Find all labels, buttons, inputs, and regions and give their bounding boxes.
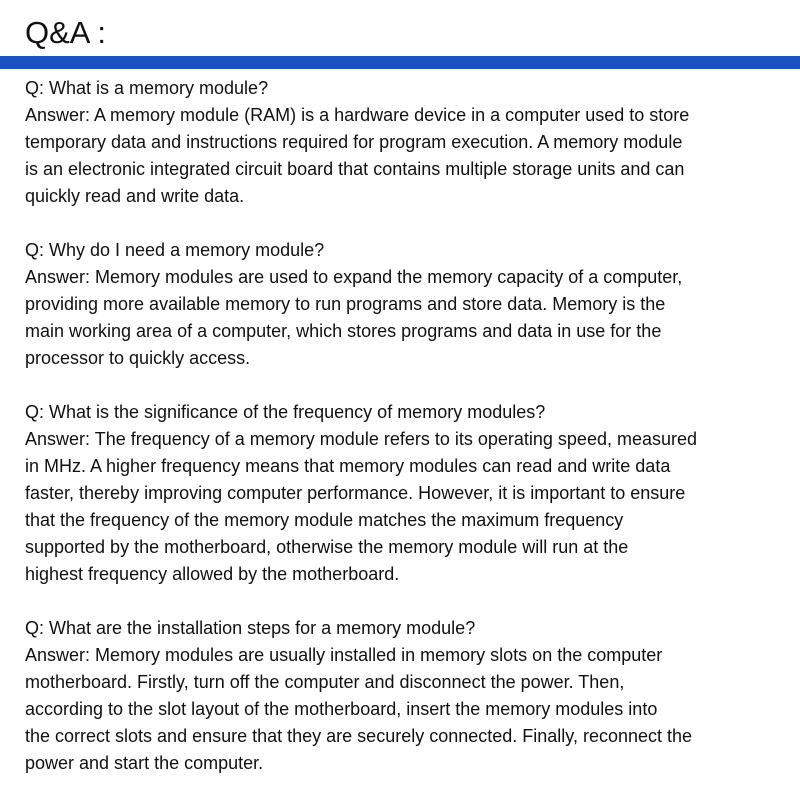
answer-line: main working area of a computer, which stores programs and data in use for the <box>25 321 662 341</box>
answer-line: Answer: Memory modules are used to expand the memory capacity of a computer, <box>25 267 683 287</box>
answer-line: power and start the computer. <box>25 753 264 773</box>
page-title: Q&A : <box>25 15 106 50</box>
answer-line: highest frequency allowed by the motherboard. <box>25 564 400 584</box>
answer-line: motherboard. Firstly, turn off the computer and disconnect the power. Then, <box>25 672 625 692</box>
question-text: Q: What is a memory module? <box>25 78 269 98</box>
answer-line: the correct slots and ensure that they are securely connected. Finally, reconnect the <box>25 726 693 746</box>
answer-line: is an electronic integrated circuit board that contains multiple storage units and can <box>25 159 685 179</box>
answer-line: in MHz. A higher frequency means that memory modules can read and write data <box>25 456 671 476</box>
question-text: Q: Why do I need a memory module? <box>25 240 325 260</box>
answer-line: quickly read and write data. <box>25 186 245 206</box>
answer-line: that the frequency of the memory module matches the maximum frequency <box>25 510 624 530</box>
qa-list <box>25 75 795 804</box>
header-divider-bar <box>0 56 800 69</box>
qa-item <box>25 399 795 588</box>
answer-line: according to the slot layout of the motherboard, insert the memory modules into <box>25 699 658 719</box>
answer-line: providing more available memory to run programs and store data. Memory is the <box>25 294 666 314</box>
qa-item <box>25 237 795 372</box>
answer-line: Answer: A memory module (RAM) is a hardware device in a computer used to store <box>25 105 690 125</box>
question-text: Q: What are the installation steps for a memory module? <box>25 618 476 638</box>
question-text: Q: What is the significance of the frequency of memory modules? <box>25 402 546 422</box>
qa-item <box>25 615 795 777</box>
answer-line: temporary data and instructions required for program execution. A memory module <box>25 132 683 152</box>
answer-line: Answer: Memory modules are usually installed in memory slots on the computer <box>25 645 663 665</box>
answer-line: processor to quickly access. <box>25 348 251 368</box>
answer-line: Answer: The frequency of a memory module refers to its operating speed, measured <box>25 429 698 449</box>
answer-line: supported by the motherboard, otherwise the memory module will run at the <box>25 537 629 557</box>
answer-line: faster, thereby improving computer performance. However, it is important to ensure <box>25 483 686 503</box>
qa-item <box>25 75 795 210</box>
